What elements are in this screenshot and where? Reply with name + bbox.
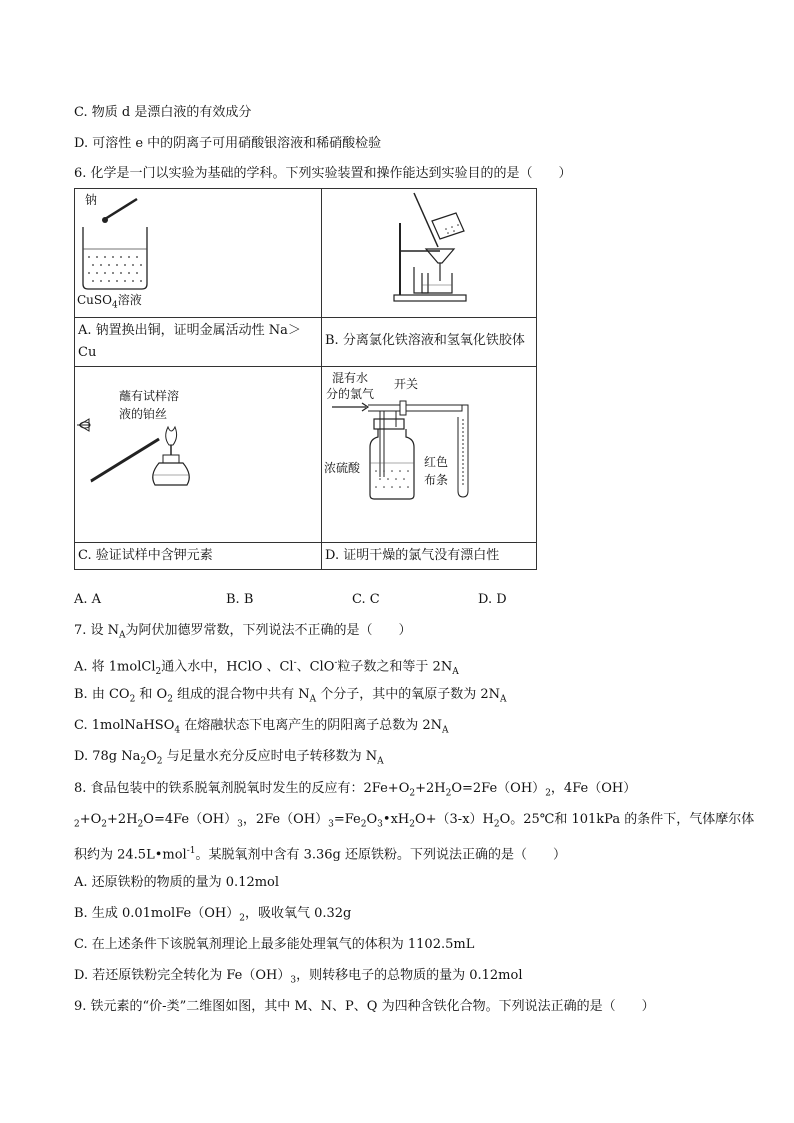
flame-test-drawing [75, 367, 321, 542]
caption-a: A. 钠置换出铜，证明金属活动性 Na＞ Cu [78, 323, 301, 360]
option-c-prev: C. 物质 d 是漂白液的有效成分 [74, 105, 252, 120]
q8-option-d: D. 若还原铁粉完全转化为 $Fe(OH)_3$，则转移电子的总物质的量为 0.12mol [74, 968, 523, 986]
q6-option-a: A. A [74, 592, 102, 607]
q6-option-b: B. B [226, 592, 254, 607]
question-6: 6. 化学是一门以实验为基础的学科。下列实验装置和操作能达到实验目的的是（ ） [74, 166, 572, 181]
label-red-cloth-2: 布条 [424, 473, 449, 487]
sodium-cuso4-figure [75, 189, 321, 317]
question-8-line-2: $_2+O_2+2H_2O=4Fe(OH)_3$，$2Fe(OH)_3=Fe_2O_3•xH_2O+(3-x)H_2O$。25℃和 101kPa 的条件下，气体摩尔体 [74, 812, 755, 830]
caption-d: D. 证明干燥的氯气没有漂白性 [325, 548, 500, 563]
q8-option-a: A. 还原铁粉的物质的量为 0.12mol [74, 875, 280, 890]
q7-option-c: C. 1molNaHSO$_4$ 在熔融状态下电离产生的阴阳离子总数为 $2N_A$ [74, 718, 449, 736]
label-platinum-2: 液的铂丝 [119, 407, 168, 421]
q8-option-c: C. 在上述条件下该脱氧剂理论上最多能处理氧气的体积为 1102.5mL [74, 937, 475, 952]
question-8-line-1: 8. 食品包装中的铁系脱氧剂脱氧时发生的反应有：$2Fe+O_2+2H_2O=2Fe(OH)_2$，4Fe（OH） [74, 781, 637, 799]
question-8-line-3: 积约为 24.5L•mol$^{-1}$。某脱氧剂中含有 3.36g 还原铁粉。下列说法正确的是（ ） [74, 846, 567, 863]
label-sodium: 钠 [85, 193, 98, 207]
q7-option-a: A. 将 1molCl$_2$通入水中，HClO 、Cl-、ClO-粒子数之和等于 $2N_A$ [74, 658, 459, 677]
flame-test-figure [75, 367, 321, 542]
label-switch: 开关 [394, 377, 419, 391]
q7-option-d: D. 78g $Na_2O_2$ 与足量水充分反应时电子转移数为 $N_A$ [74, 749, 384, 767]
q7-option-b: B. 由 $CO_2$ 和 $O_2$ 组成的混合物中共有 $N_A$ 个分子，其中的氧原子数为 $2N_A$ [74, 687, 507, 705]
caption-c: C. 验证试样中含钾元素 [78, 548, 213, 563]
question-7: 7. 设 $N_A$为阿伏加德罗常数，下列说法不正确的是（ ） [74, 623, 412, 641]
filtration-figure [322, 189, 536, 317]
label-cuso4: CuSO$_4$溶液 [77, 293, 142, 311]
label-platinum-1: 蘸有试样溶 [119, 389, 180, 403]
q6-option-c: C. C [352, 592, 380, 607]
caption-b: B. 分离氯化铁溶液和氢氧化铁胶体 [325, 333, 525, 348]
label-red-cloth-1: 红色 [424, 455, 449, 469]
q6-option-d: D. D [478, 592, 507, 607]
label-gas-2: 分的氯气 [326, 387, 375, 401]
filtration-drawing [322, 189, 536, 317]
gas-bottle-drawing [322, 367, 536, 542]
option-d-prev: D. 可溶性 e 中的阴离子可用硝酸银溶液和稀硝酸检验 [74, 136, 382, 151]
q8-option-b: B. 生成 $0.01molFe(OH)_2$，吸收氧气 0.32g [74, 906, 352, 924]
experiment-table [74, 188, 537, 570]
label-gas-1: 混有水 [332, 371, 369, 385]
chlorine-drying-figure [322, 367, 536, 542]
question-9: 9. 铁元素的“价-类”二维图如图，其中 M、N、P、Q 为四种含铁化合物。下列说法正确的是（ ） [74, 999, 655, 1014]
label-sulfuric-acid: 浓硫酸 [324, 461, 361, 475]
